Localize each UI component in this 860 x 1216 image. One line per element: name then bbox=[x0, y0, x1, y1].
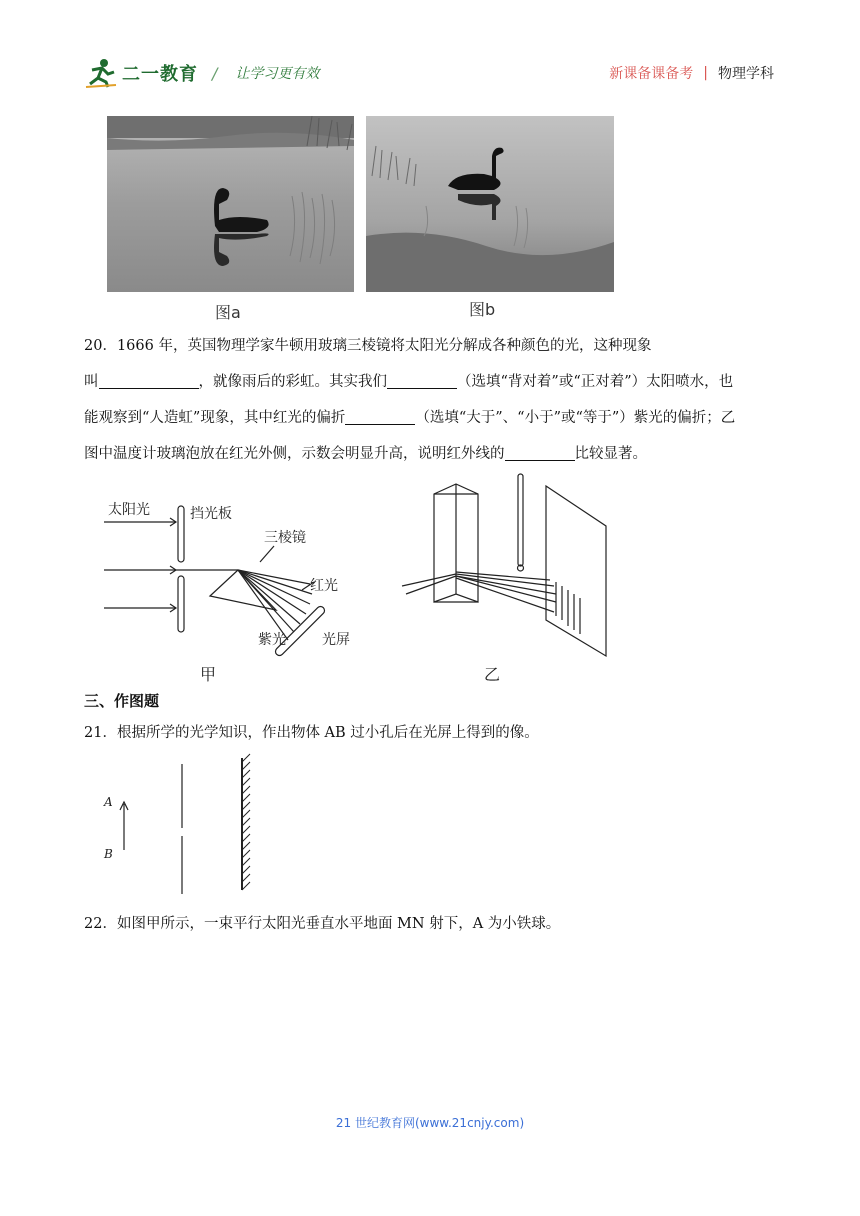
slogan: 让学习更有效 bbox=[235, 66, 320, 82]
answer-blank-4[interactable] bbox=[505, 442, 575, 461]
label-violet-light: 紫光 bbox=[258, 632, 286, 648]
question-22-text: 22．如图甲所示，一束平行太阳光垂直水平地面 MN 射下，A 为小铁球。 bbox=[84, 916, 561, 932]
header-brand bbox=[84, 56, 319, 90]
logo-text: 二一教育 bbox=[122, 64, 198, 85]
answer-blank-2[interactable] bbox=[387, 370, 457, 389]
photo-swan-a bbox=[107, 116, 354, 292]
question-20 bbox=[84, 328, 778, 472]
caption-yi: 乙 bbox=[484, 665, 501, 684]
q20-l2-c: （选填“背对着”或“正对着”）太阳喷水，也 bbox=[457, 374, 734, 390]
label-red-light: 红光 bbox=[310, 578, 338, 594]
q20-l3-a: 能观察到“人造虹”现象，其中红光的偏折 bbox=[84, 410, 346, 426]
q20-line2 bbox=[84, 364, 778, 400]
header-right bbox=[609, 63, 774, 83]
answer-blank-1[interactable] bbox=[99, 370, 199, 389]
question-21-text: 21．根据所学的光学知识，作出物体 AB 过小孔后在光屏上得到的像。 bbox=[84, 725, 539, 741]
q20-l3-b: （选填“大于”、“小于”或“等于”）紫光的偏折；乙 bbox=[415, 410, 736, 426]
label-point-a: A bbox=[104, 795, 113, 809]
section-title-drawing: 三、作图题 bbox=[84, 692, 160, 710]
answer-blank-3[interactable] bbox=[345, 406, 415, 425]
q20-l2-b: ，就像雨后的彩虹。其实我们 bbox=[198, 374, 387, 390]
diagram-pinhole bbox=[96, 750, 266, 898]
label-baffle: 挡光板 bbox=[190, 506, 232, 522]
diagram-thermometer-yi bbox=[400, 470, 612, 685]
label-screen: 光屏 bbox=[322, 632, 350, 648]
header-tagline: 新课备课备考 bbox=[609, 66, 694, 82]
label-sunlight: 太阳光 bbox=[108, 502, 150, 518]
photo-swan-b bbox=[366, 116, 614, 292]
label-prism: 三棱镜 bbox=[264, 530, 306, 546]
q20-l4-a: 图中温度计玻璃泡放在红光外侧，示数会明显升高，说明红外线的 bbox=[84, 446, 505, 462]
caption-jia: 甲 bbox=[200, 665, 217, 684]
q20-l2-a: 叫 bbox=[84, 374, 99, 390]
header-separator: | bbox=[703, 65, 708, 81]
label-point-b: B bbox=[104, 847, 113, 861]
q20-line1: 20．1666 年，英国物理学家牛顿用玻璃三棱镜将太阳光分解成各种颜色的光，这种现象 bbox=[84, 338, 652, 354]
diagram-prism-jia bbox=[96, 490, 366, 690]
caption-b: 图b bbox=[469, 300, 496, 319]
footer-site[interactable]: 21 世纪教育网(www.21cnjy.com) bbox=[335, 1116, 525, 1130]
header-subject: 物理学科 bbox=[718, 66, 774, 82]
q20-line3 bbox=[84, 400, 778, 436]
q20-line4 bbox=[84, 436, 778, 472]
caption-a: 图a bbox=[215, 303, 241, 322]
header-slash: / bbox=[212, 63, 218, 83]
runner-logo-icon bbox=[84, 58, 118, 88]
q20-l4-b: 比较显著。 bbox=[574, 446, 647, 462]
